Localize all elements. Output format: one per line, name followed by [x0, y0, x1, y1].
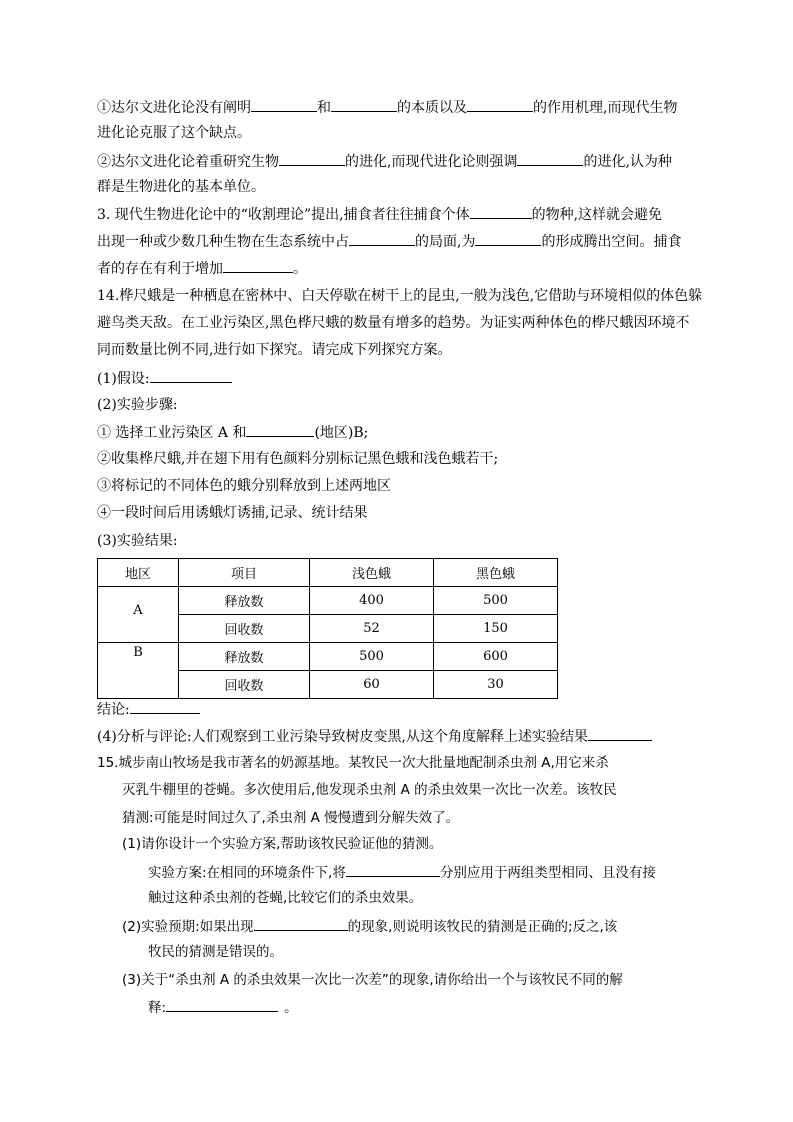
q15-part-1: (1)请你设计一个实验方案,帮助该牧民验证他的猜测。 — [122, 836, 443, 852]
q15-part-2: (2)实验预期:如果出现 的现象,则说明该牧民的猜测是正确的;反之,该 — [122, 916, 617, 937]
q14-steps-title: (2)实验步骤: — [97, 397, 178, 413]
table-cell: 回收数 — [179, 615, 310, 643]
answer-blank[interactable] — [470, 204, 532, 219]
answer-blank[interactable] — [223, 258, 293, 273]
answer-blank[interactable] — [166, 997, 278, 1012]
q14-analysis: (4)分析与评论:人们观察到工业污染导致树皮变黑,从这个角度解释上述实验结果 — [97, 726, 652, 747]
table-cell: 600 — [434, 643, 558, 671]
q14-step-3: ③将标记的不同体色的蛾分别释放到上述两地区 — [97, 478, 391, 494]
q14-line-3: 同而数量比例不同,进行如下探究。请完成下列探究方案。 — [97, 342, 452, 358]
table-cell: 60 — [310, 671, 434, 699]
q14-line-2: 避鸟类天敌。在工业污染区,黑色桦尺蛾的数量有增多的趋势。为证实两种体色的桦尺蛾因环境不 — [97, 315, 690, 331]
q15-line-3: 猜测:可能是时间过久了,杀虫剂 A 慢慢遭到分解失效了。 — [122, 810, 460, 826]
q15-part-1-plan-cont: 触过这种杀虫剂的苍蝇,比较它们的杀虫效果。 — [148, 890, 423, 906]
table-cell: 释放数 — [179, 587, 310, 615]
q15-part-3: (3)关于“杀虫剂 A 的杀虫效果一次比一次差”的现象,请你给出一个与该牧民不同的解 — [122, 972, 623, 988]
table-cell: 释放数 — [179, 643, 310, 671]
region-cell: B — [98, 643, 179, 699]
q-cont-line-3: ②达尔文进化论着重研究生物 的进化,而现代进化论则强调 的进化,认为种 — [97, 151, 672, 172]
answer-blank[interactable] — [467, 97, 533, 112]
q-cont-line-1: ①达尔文进化论没有阐明 和 的本质以及 的作用机理,而现代生物 — [97, 97, 677, 118]
answer-blank[interactable] — [251, 97, 317, 112]
q15-part-2-cont: 牧民的猜测是错误的。 — [148, 944, 283, 960]
answer-blank[interactable] — [254, 916, 348, 931]
table-cell: 30 — [434, 671, 558, 699]
table-cell: 150 — [434, 615, 558, 643]
q14-conclusion: 结论: — [97, 699, 200, 720]
answer-blank[interactable] — [517, 151, 583, 166]
answer-blank[interactable] — [588, 726, 652, 741]
q14-step-1: ① 选择工业污染区 A 和 (地区)B; — [97, 422, 368, 443]
table-header-cell: 浅色蛾 — [310, 559, 434, 587]
q15-part-3-cont: 释: 。 — [148, 997, 298, 1018]
q15-part-1-plan: 实验方案:在相同的环境条件下,将 分别应用于两组类型相同、且没有接 — [148, 862, 656, 883]
q-cont-line-4: 群是生物进化的基本单位。 — [97, 179, 265, 195]
q15-line-2: 灭乳牛棚里的苍蝇。多次使用后,他发现杀虫剂 A 的杀虫效果一次比一次差。该牧民 — [122, 782, 617, 798]
table-header-row — [98, 559, 558, 587]
table-header-cell: 项目 — [179, 559, 310, 587]
answer-blank[interactable] — [475, 231, 541, 246]
table-cell: 500 — [310, 643, 434, 671]
answer-blank[interactable] — [150, 368, 232, 383]
table-cell: 回收数 — [179, 671, 310, 699]
q3-line-3: 者的存在有利于增加 。 — [97, 258, 307, 279]
q15-line-1: 15.城步南山牧场是我市著名的奶源基地。某牧民一次大批量地配制杀虫剂 A,用它来杀 — [97, 755, 609, 771]
result-table — [97, 558, 558, 699]
q-cont-line-2: 进化论克服了这个缺点。 — [97, 125, 251, 141]
q14-step-4: ④一段时间后用诱蛾灯诱捕,记录、统计结果 — [97, 505, 368, 521]
q14-step-2: ②收集桦尺蛾,并在翅下用有色颜料分别标记黑色蛾和浅色蛾若干; — [97, 451, 499, 467]
table-cell: 52 — [310, 615, 434, 643]
answer-blank[interactable] — [331, 97, 397, 112]
answer-blank[interactable] — [279, 151, 345, 166]
table-row — [98, 643, 558, 671]
table-header-cell: 黑色蛾 — [434, 559, 558, 587]
answer-blank[interactable] — [130, 699, 200, 714]
table-cell: 400 — [310, 587, 434, 615]
q14-result-title: (3)实验结果: — [97, 533, 178, 549]
answer-blank[interactable] — [349, 231, 415, 246]
region-cell: A — [98, 587, 179, 643]
q14-hypothesis: (1)假设: — [97, 368, 232, 389]
answer-blank[interactable] — [246, 422, 314, 437]
q3-line-2: 出现一种或少数几种生物在生态系统中占 的局面,为 的形成腾出空间。捕食 — [97, 231, 681, 252]
table-row — [98, 587, 558, 615]
table-header-cell: 地区 — [98, 559, 179, 587]
answer-blank[interactable] — [346, 862, 440, 877]
table-cell: 500 — [434, 587, 558, 615]
q3-line-1: 3. 现代生物进化论中的“收割理论”提出,捕食者往往捕食个体 的物种,这样就会避免 — [97, 204, 662, 225]
q14-line-1: 14.桦尺蛾是一种栖息在密林中、白天停歇在树干上的昆虫,一般为浅色,它借助与环境相似的体色躲 — [97, 288, 703, 304]
